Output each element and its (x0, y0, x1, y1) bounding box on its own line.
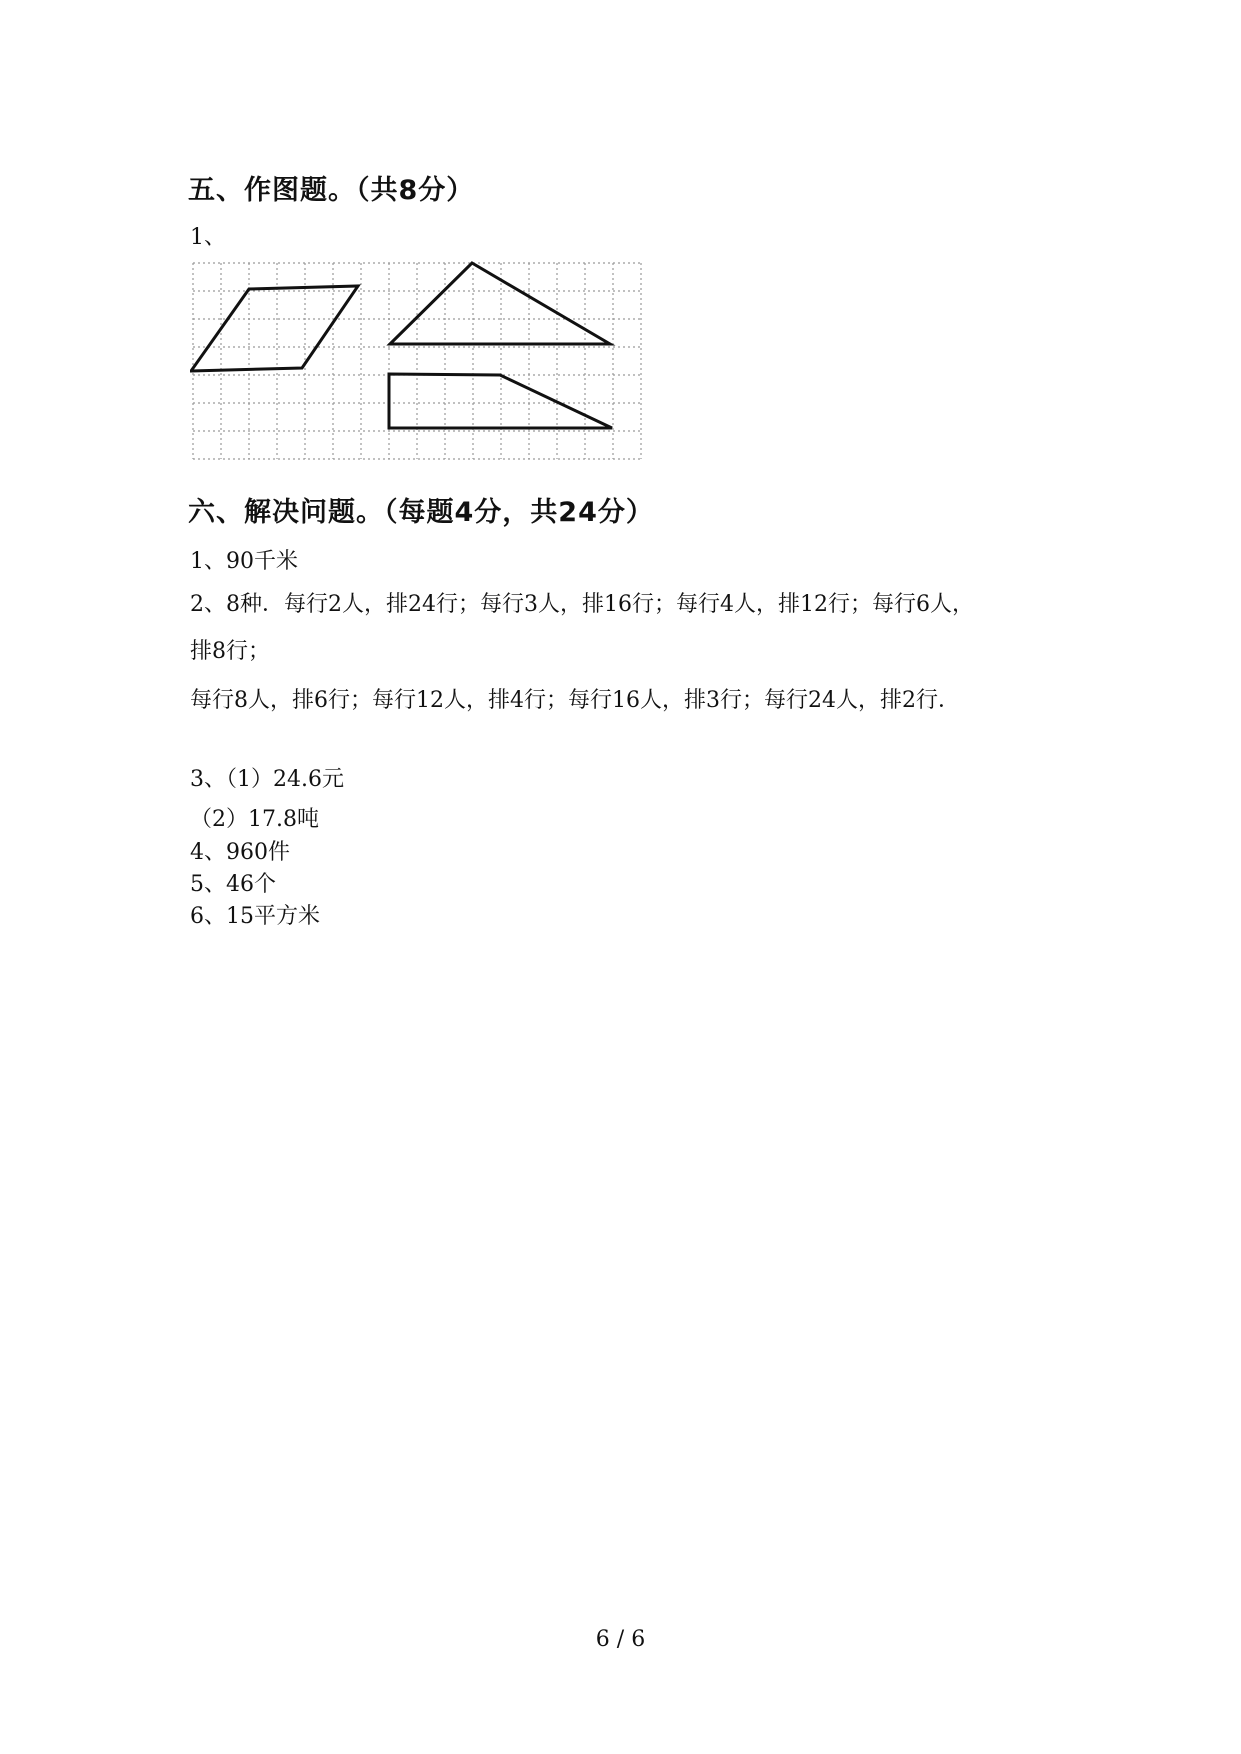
answer-5: 5、46个 (190, 872, 276, 897)
section5-heading: 五、作图题。（共8分） (188, 175, 475, 206)
answer-6: 6、15平方米 (190, 904, 320, 929)
answer-3-part1: 3、（1）24.6元 (190, 767, 344, 792)
section6-heading: 六、解决问题。（每题4分，共24分） (188, 497, 654, 528)
item1-label: 1、 (190, 225, 226, 250)
grid-figure (190, 260, 650, 462)
triangle-shape (390, 263, 610, 344)
answer-1: 1、90千米 (190, 549, 298, 574)
answer-2-line1: 2、8种．每行2人，排24行；每行3人，排16行；每行4人，排12行；每行6人， (190, 592, 974, 617)
answer-4: 4、960件 (190, 840, 290, 865)
answer-3-part2: （2）17.8吨 (190, 807, 319, 832)
answer-2-line2: 排8行； (190, 639, 270, 664)
dotted-grid (193, 263, 643, 459)
answer-2-line3: 每行8人，排6行；每行12人，排4行；每行16人，排3行；每行24人，排2行． (190, 688, 960, 713)
page-number: 6 / 6 (595, 1627, 646, 1652)
